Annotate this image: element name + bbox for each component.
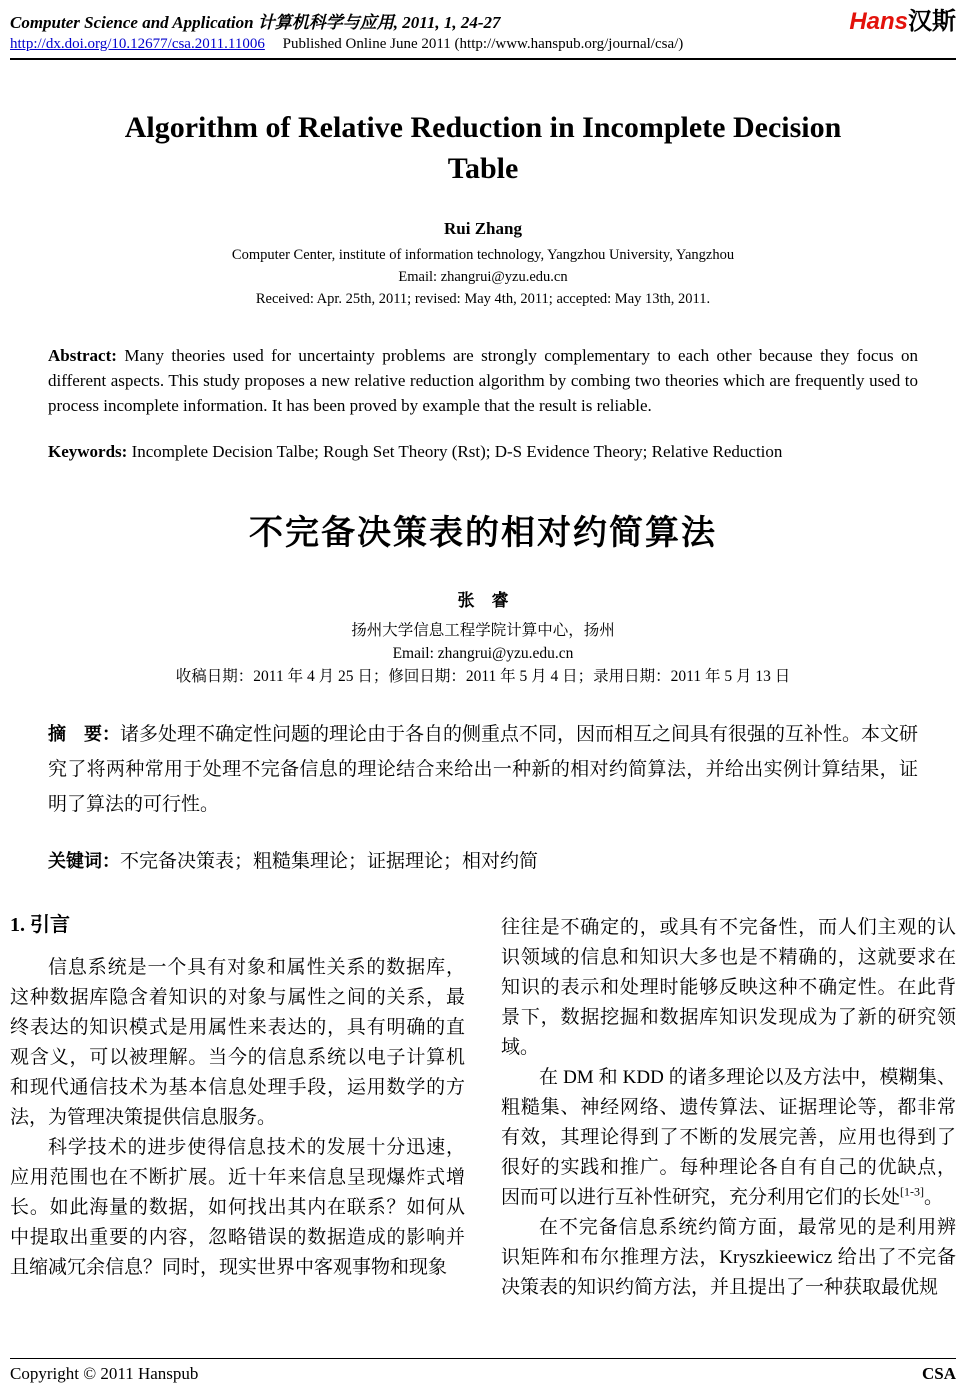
journal-abbreviation: CSA <box>921 1364 956 1383</box>
keywords-label-cn: 关键词： <box>48 850 120 871</box>
email-cn: Email: zhangrui@yzu.edu.cn <box>392 645 574 663</box>
doi-line <box>10 36 683 53</box>
page-header <box>10 8 956 53</box>
abstract-text-en: Many theories used for uncertainty problems are strongly complementary to each other because they focus on different aspects. This study proposes a new relative reduction algorithm by combing two theories which are frequently used to process incomplete information. It has been proved by example that the result is reliable. <box>48 346 918 415</box>
body-columns <box>10 913 956 1303</box>
keywords-en <box>48 440 918 465</box>
author-name-en: Rui Zhang <box>444 219 522 238</box>
keywords-label-en: Keywords: <box>48 442 128 462</box>
header-divider <box>10 58 956 60</box>
hans-logo-cjk: 汉斯 <box>908 8 956 35</box>
abstract-text-cn: 诸多处理不确定性问题的理论由于各自的侧重点不同，因而相互之间具有很强的互补性。本文研究了将两种常用于处理不完备信息的理论结合来给出一种新的相对约简算法，并给出实例计算结果，证明了算法的可行性。 <box>48 723 919 815</box>
journal-info <box>10 8 683 53</box>
citation-ref: [1-3] <box>900 1184 925 1199</box>
body-paragraph <box>501 1063 956 1213</box>
hans-logo-latin: Hans <box>849 8 908 35</box>
paper-title-cn: 不完备决策表的相对约简算法 <box>249 514 717 552</box>
body-paragraph: 在不完备信息系统约简方面，最常见的是利用辨识矩阵和布尔推理方法，Kryszkieewicz 给出了不完备决策表的知识约简方法，并且提出了一种获取最优规 <box>501 1217 956 1299</box>
keywords-text-cn: 不完备决策表；粗糙集理论；证据理论；相对约简 <box>120 850 539 872</box>
copyright-text: Copyright © 2011 Hanspub <box>10 1364 199 1383</box>
section-heading-introduction: 1. 引言 <box>10 914 70 937</box>
body-paragraph: 往往是不确定的，或具有不完备性，而人们主观的认识领域的信息和知识大多也是不精确的，这就要求在知识的表示和处理时能够反映这种不确定性。在此背景下，数据挖掘和数据库知识发现成为了新的研究领域。 <box>501 917 956 1059</box>
journal-title-line: Computer Science and Application 计算机科学与应用, 2011, 1, 24-27 <box>10 13 501 32</box>
published-online-text: Published Online June 2011 (http://www.hanspub.org/journal/csa/) <box>282 36 684 52</box>
footer-divider <box>10 1358 956 1359</box>
received-dates-cn: 收稿日期：2011 年 4 月 25 日；修回日期：2011 年 5 月 4 日；录用日期：2011 年 5 月 13 日 <box>175 668 791 686</box>
affiliation-cn: 扬州大学信息工程学院计算中心，扬州 <box>351 621 615 639</box>
abstract-label-en: Abstract: <box>48 346 117 366</box>
abstract-en <box>48 344 918 418</box>
body-paragraph: 信息系统是一个具有对象和属性关系的数据库，这种数据库隐含着知识的对象与属性之间的关系，最终表达的知识模式是用属性来表达的，具有明确的直观含义，可以被理解。当今的信息系统以电子计算机和现代通信技术为基本信息处理手段，运用数学的方法，为管理决策提供信息服务。 <box>10 957 465 1129</box>
hans-logo <box>849 8 956 34</box>
paper-title-en: Algorithm of Relative Reduction in Incomplete Decision Table <box>124 111 842 185</box>
abstract-cn <box>48 717 918 822</box>
body-paragraph-tail: 。 <box>924 1187 944 1209</box>
received-dates-en: Received: Apr. 25th, 2011; revised: May 4th, 2011; accepted: May 13th, 2011. <box>255 290 711 307</box>
page-footer <box>10 1355 956 1384</box>
doi-link[interactable]: http://dx.doi.org/10.12677/csa.2011.11006 <box>10 36 265 52</box>
body-paragraph: 科学技术的进步使得信息技术的发展十分迅速，应用范围也在不断扩展。近十年来信息呈现爆炸式增长。如此海量的数据，如何找出其内在联系？如何从中提取出重要的内容，忽略错误的数据造成的影响并且缩减冗余信息？同时，现实世界中客观事物和现象 <box>10 1137 465 1279</box>
author-name-cn: 张 睿 <box>457 590 509 610</box>
keywords-cn <box>48 844 918 879</box>
right-column <box>501 913 956 1303</box>
keywords-text-en: Incomplete Decision Talbe; Rough Set Theory (Rst); D-S Evidence Theory; Relative Reduction <box>127 442 783 462</box>
email-en: Email: zhangrui@yzu.edu.cn <box>398 268 568 285</box>
abstract-label-cn: 摘 要： <box>48 723 120 744</box>
body-paragraph-text: 在 DM 和 KDD 的诸多理论以及方法中，模糊集、粗糙集、神经网络、遗传算法、证据理论等，都非常有效，其理论得到了不断的发展完善，应用也得到了很好的实践和推广。每种理论各自有自己的优缺点，因而可以进行互补性研究，充分利用它们的长处 <box>501 1067 956 1209</box>
left-column <box>10 913 465 1303</box>
affiliation-en: Computer Center, institute of information technology, Yangzhou University, Yangzhou <box>231 247 735 263</box>
